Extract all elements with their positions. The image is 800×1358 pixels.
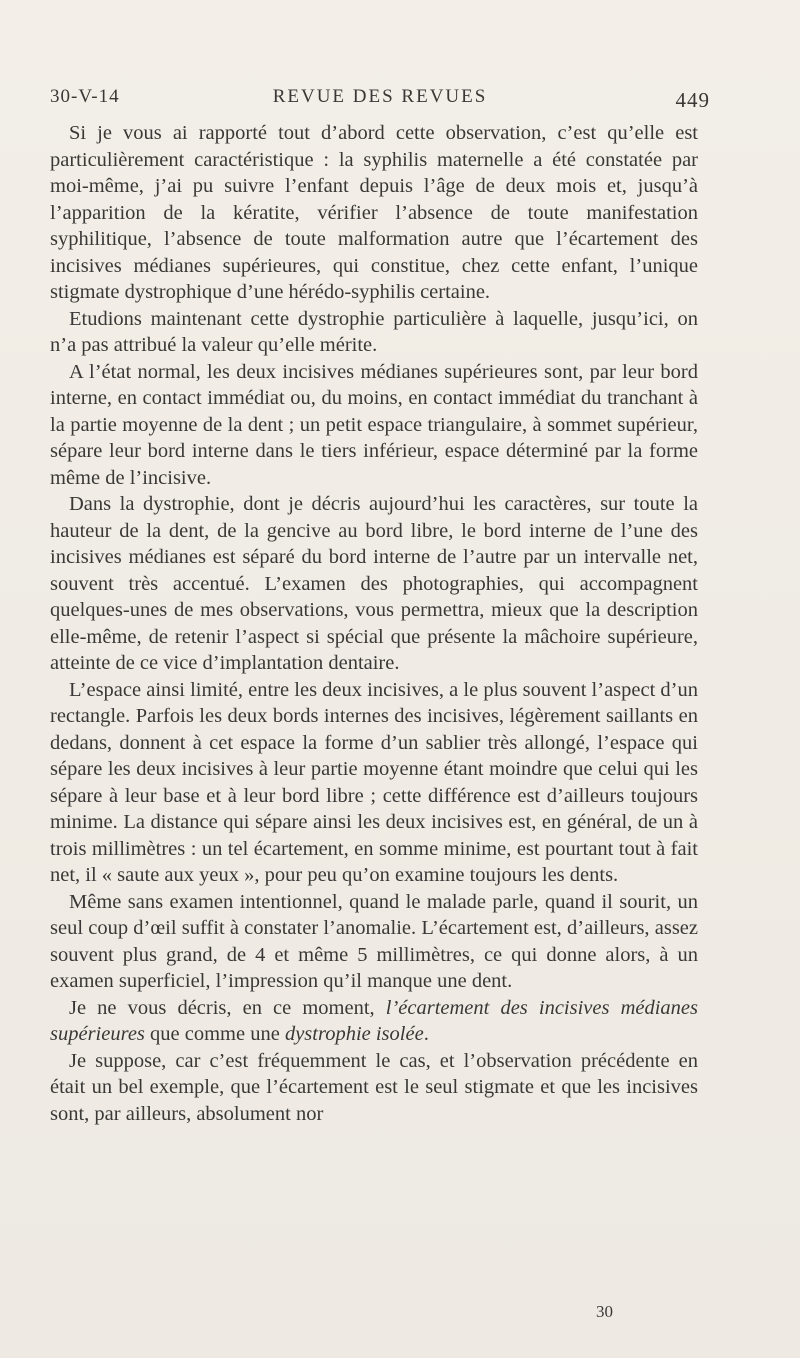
text-run: Dans la dystrophie, dont je décris aujourd’hui les caractères, sur toute la hauteur de la dent, de la gencive au bord libre, le bord interne de l’une des incisives médianes est séparé du bord interne de l’autre par un intervalle net, souvent très accentué. L’examen des photographies, qui accompagnent quelques-unes de mes observations, vous permettra, mieux que la description elle-même, de retenir l’aspect si spécial que présente la mâchoire supérieure, atteinte de ce vice d’implantation dentaire. bbox=[50, 493, 698, 674]
text-run: que comme une bbox=[144, 1023, 285, 1045]
paragraph bbox=[50, 359, 698, 492]
body-text bbox=[50, 120, 698, 1127]
header-date: 30-V-14 bbox=[50, 86, 120, 107]
text-run: . bbox=[423, 1023, 429, 1045]
text-run: A l’état normal, les deux incisives médianes supérieures sont, par leur bord interne, en contact immédiat ou, du moins, en contact immédiat du tranchant à la partie moyenne de la dent ; un petit espace triangulaire, à sommet supérieur, sépare leur bord interne dans le tiers inférieur, espace déterminé par la forme même de l’incisive. bbox=[50, 360, 698, 489]
paragraph bbox=[50, 995, 698, 1048]
text-run: Si je vous ai rapporté tout d’abord cette observation, c’est qu’elle est particulièrement caractéristique : la syphilis maternelle a été constatée par moi-même, j’ai pu suivre l’enfant depuis l’âge de deux mois et, jusqu’à l’apparition de la kératite, vérifier l’absence de toute manifestation syphilitique, l’absence de toute malformation autre que l’écartement des incisives médianes supérieures, qui constitue, chez cette enfant, l’unique stigmate dystrophique d’une hérédo-syphilis certaine. bbox=[50, 122, 698, 303]
paragraph bbox=[50, 677, 698, 889]
italic-term: dystrophie isolée bbox=[284, 1023, 424, 1045]
italic-term: l’écartement des incisives médianes supérieures bbox=[50, 996, 698, 1045]
page-number: 449 bbox=[675, 88, 710, 112]
text-run: Etudions maintenant cette dystrophie particulière à laquelle, jusqu’ici, on n’a pas attribué la valeur qu’elle mérite. bbox=[50, 307, 698, 356]
running-header bbox=[50, 86, 710, 118]
text-run: Je suppose, car c’est fréquemment le cas, et l’observation précédente en était un bel exemple, que l’écartement est le seul stigmate et que les incisives sont, par ailleurs, absolument nor bbox=[50, 1049, 698, 1125]
text-run: Je ne vous décris, en ce moment, bbox=[69, 996, 386, 1019]
paragraph bbox=[50, 120, 698, 306]
text-run: Même sans examen intentionnel, quand le malade parle, quand il sourit, un seul coup d’œil suffit à constater l’anomalie. L’écartement est, d’ailleurs, assez souvent plus grand, de 4 et même 5 millimètres, ce qui donne alors, à un examen superficiel, l’impression qu’il manque une dent. bbox=[50, 890, 698, 992]
paragraph bbox=[50, 1048, 698, 1128]
paragraph bbox=[50, 306, 698, 359]
text-run: L’espace ainsi limité, entre les deux incisives, a le plus souvent l’aspect d’un rectangle. Parfois les deux bords internes des incisives, légèrement saillants en dedans, donnent à cet espace la forme d’un sablier très allongé, l’espace qui sépare les deux incisives à leur partie moyenne étant moindre que celui qui les sépare à leur base et à leur bord libre ; cette différence est d’ailleurs toujours minime. La distance qui sépare ainsi les deux incisives est, en général, de un à trois millimètres : un tel écartement, en somme minime, est pourtant tout à fait net, il « saute aux yeux », pour peu qu’on examine toujours les dents. bbox=[50, 678, 698, 886]
paragraph bbox=[50, 491, 698, 677]
paragraph bbox=[50, 889, 698, 995]
journal-title: REVUE DES REVUES bbox=[272, 86, 488, 107]
signature-mark: 30 bbox=[596, 1302, 613, 1321]
